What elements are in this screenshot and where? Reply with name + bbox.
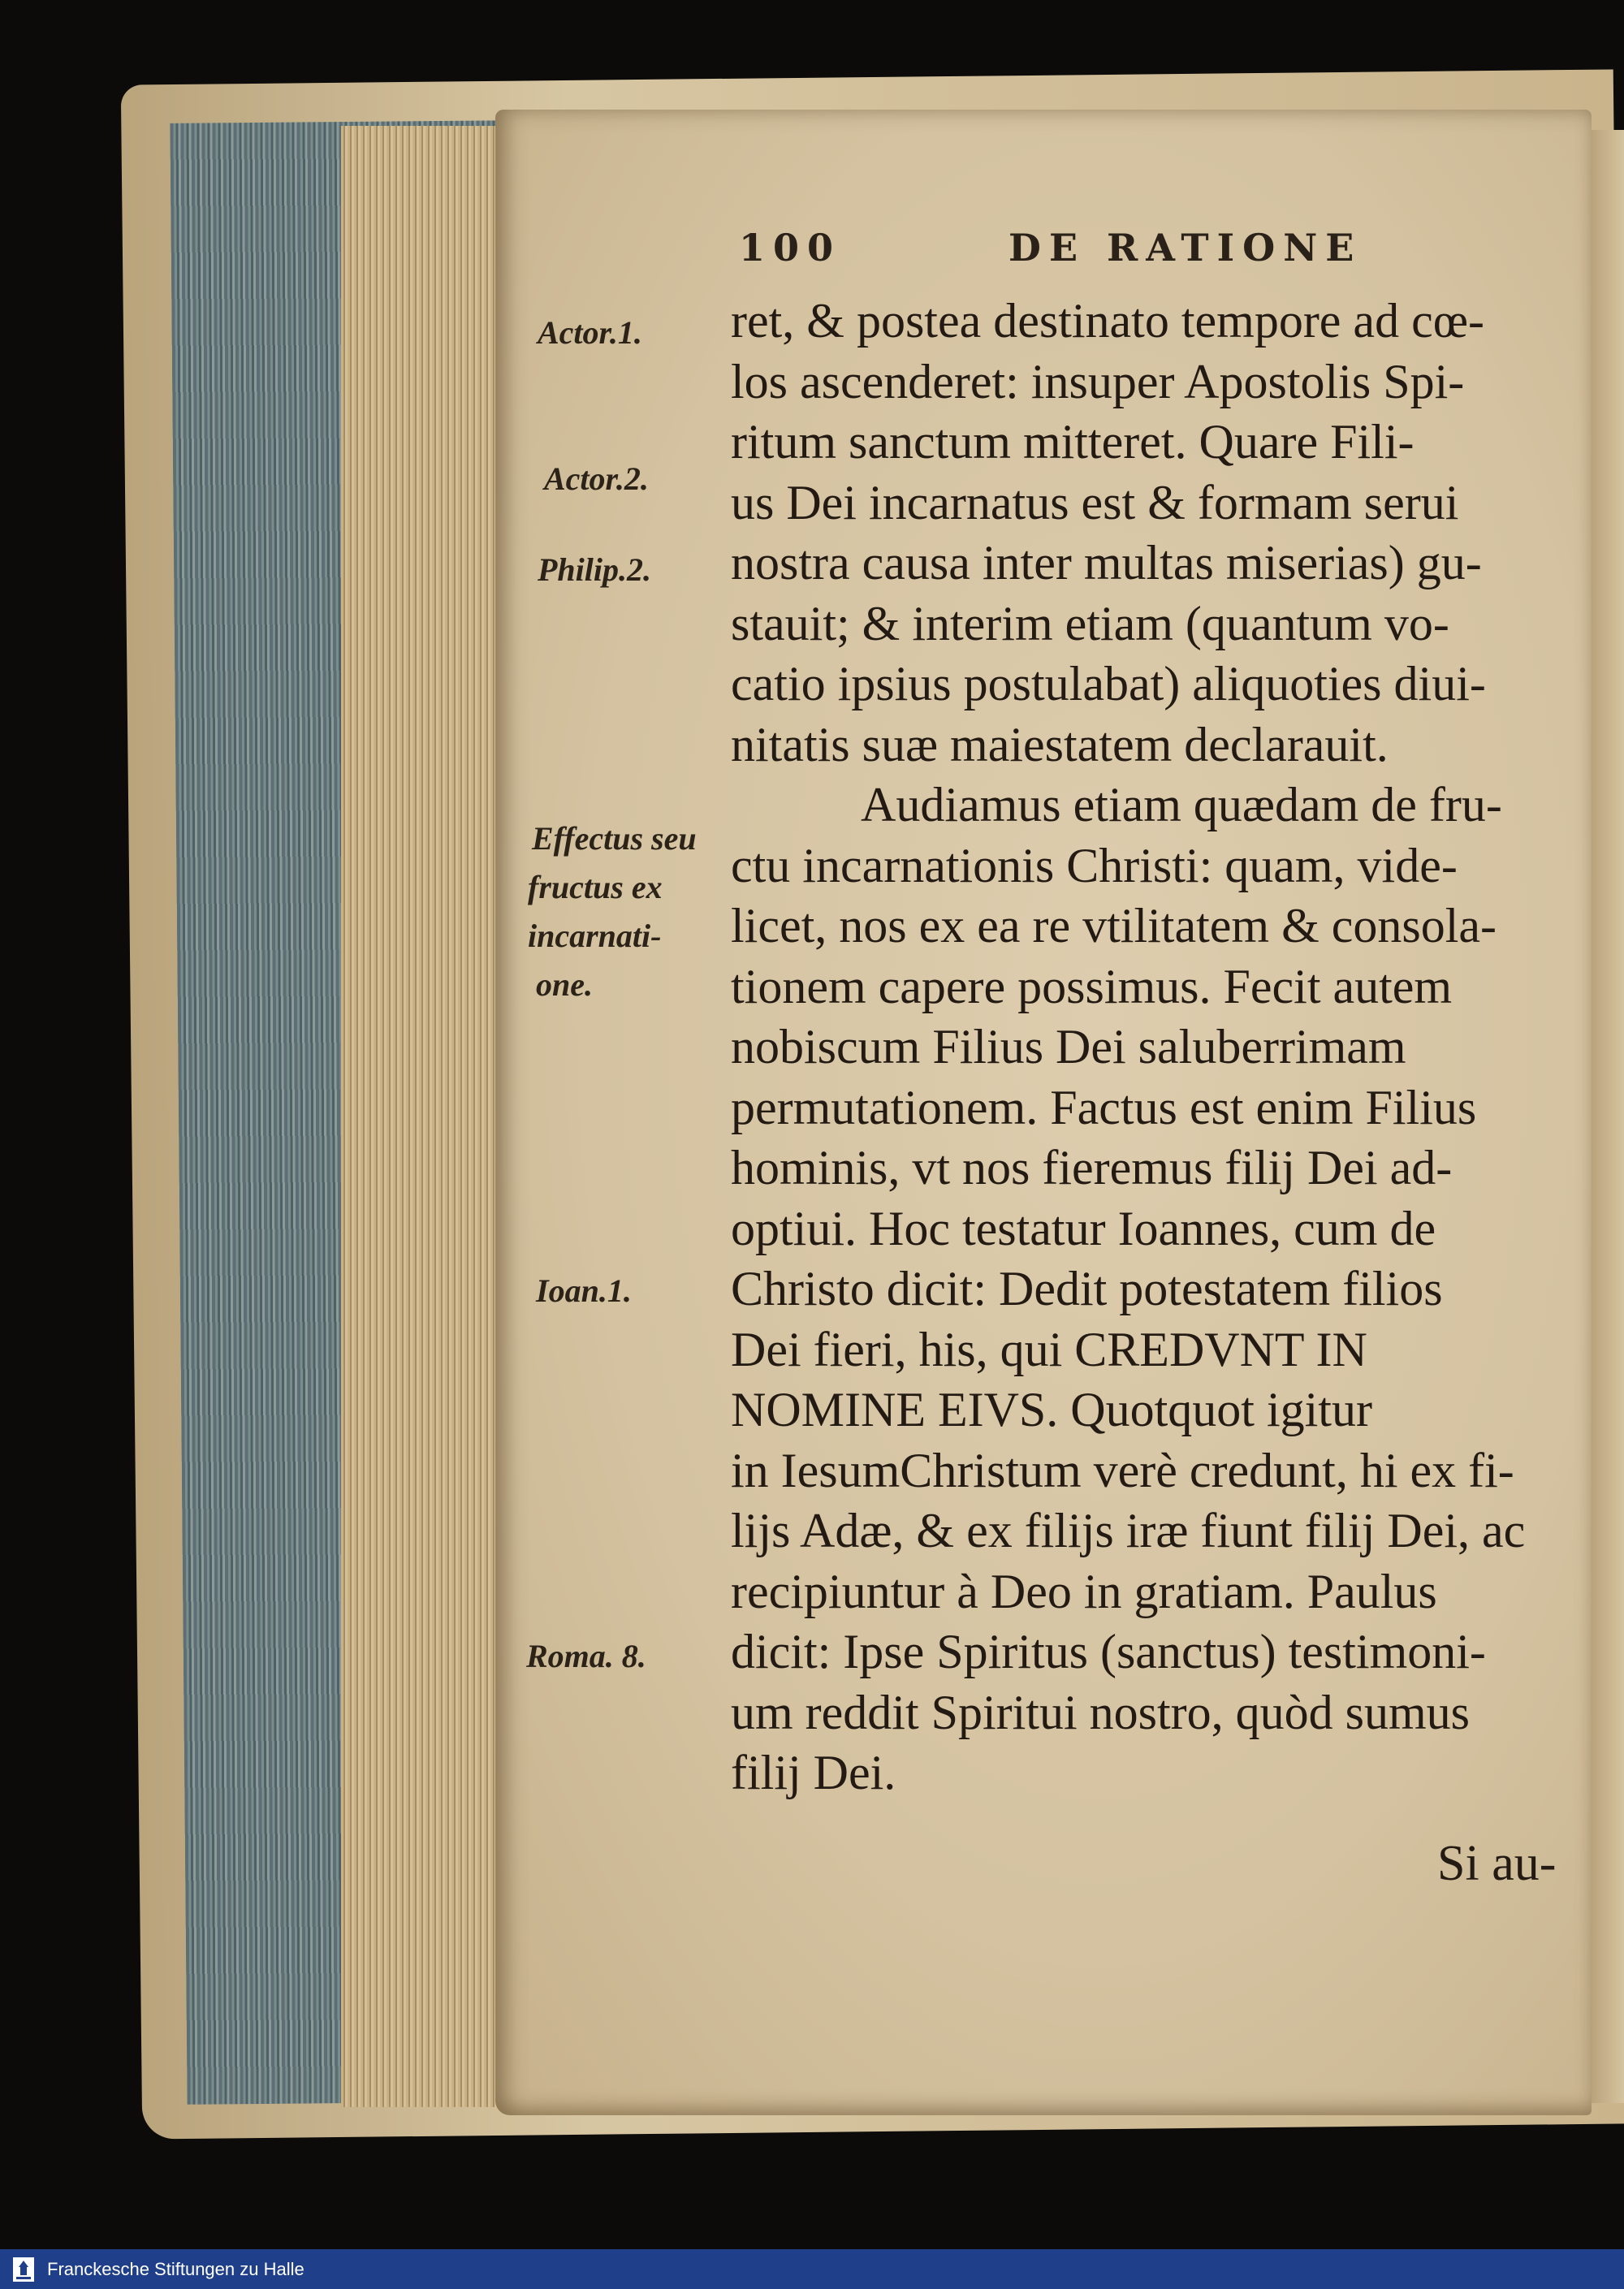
text-line: ret, & postea destinato tempore ad cœ- bbox=[731, 294, 1485, 348]
text-line: stauit; & interim etiam (quantum vo- bbox=[731, 596, 1449, 650]
margin-note: Actor.1. bbox=[538, 314, 642, 351]
text-line: ctu incarnationis Christi: quam, vide- bbox=[731, 838, 1458, 892]
text-line: recipiuntur à Deo in gratiam. Paulus bbox=[731, 1564, 1437, 1618]
text-line: tionem capere possimus. Fecit autem bbox=[731, 959, 1453, 1013]
text-line: ritum sanctum mitteret. Quare Fili- bbox=[731, 415, 1415, 469]
text-line: nobiscum Filius Dei saluberrimam bbox=[731, 1020, 1406, 1073]
footer-bar bbox=[0, 2249, 1624, 2289]
text-line: Audiamus etiam quædam de fru- bbox=[861, 778, 1502, 831]
margin-note: Philip.2. bbox=[538, 551, 652, 588]
margin-note: one. bbox=[536, 966, 593, 1003]
text-line: permutationem. Factus est enim Filius bbox=[731, 1080, 1477, 1134]
foundation-logo-icon bbox=[11, 2256, 36, 2283]
text-line: nitatis suæ maiestatem declarauit. bbox=[731, 717, 1389, 771]
page-number: 100 bbox=[739, 226, 842, 270]
text-line: lijs Adæ, & ex filijs iræ fiunt filij Dei, ac bbox=[731, 1504, 1526, 1557]
text-line: catio ipsius postulabat) aliquoties diui- bbox=[731, 657, 1486, 710]
text-line: Dei fieri, his, qui CREDVNT IN bbox=[731, 1322, 1367, 1376]
text-line: licet, nos ex ea re vtilitatem & consola- bbox=[731, 899, 1497, 952]
text-line: um reddit Spiritui nostro, quòd sumus bbox=[731, 1685, 1471, 1739]
margin-note: fructus ex bbox=[528, 869, 663, 905]
text-line: NOMINE EIVS. Quotquot igitur bbox=[731, 1383, 1372, 1436]
page-edges-leaves bbox=[341, 126, 512, 2107]
text-line: los ascenderet: insuper Apostolis Spi- bbox=[731, 354, 1465, 408]
margin-note: incarnati- bbox=[528, 918, 662, 954]
text-line: filij Dei. bbox=[731, 1746, 896, 1799]
margin-note: Roma. 8. bbox=[526, 1638, 646, 1674]
running-title: DE RATIONE bbox=[1009, 226, 1363, 270]
running-head bbox=[739, 226, 1405, 270]
margin-note: Ioan.1. bbox=[536, 1272, 632, 1309]
text-line: hominis, vt nos fieremus filij Dei ad- bbox=[731, 1141, 1453, 1194]
margin-note: Effectus seu bbox=[532, 820, 697, 857]
text-line: optiui. Hoc testatur Ioannes, cum de bbox=[731, 1201, 1436, 1255]
text-line: Christo dicit: Dedit potestatem filios bbox=[731, 1262, 1443, 1315]
facing-page-edge bbox=[1590, 130, 1624, 2103]
text-line: dicit: Ipse Spiritus (sanctus) testimoni- bbox=[731, 1625, 1486, 1678]
text-line: nostra causa inter multas miserias) gu- bbox=[731, 536, 1482, 590]
catchword: Si au- bbox=[1437, 1836, 1557, 1891]
text-line: in IesumChristum verè credunt, hi ex fi- bbox=[731, 1443, 1514, 1497]
margin-note: Actor.2. bbox=[544, 460, 649, 497]
text-line: us Dei incarnatus est & formam serui bbox=[731, 475, 1459, 529]
footer-label: Franckesche Stiftungen zu Halle bbox=[47, 2259, 304, 2279]
body-text bbox=[731, 291, 1559, 1803]
